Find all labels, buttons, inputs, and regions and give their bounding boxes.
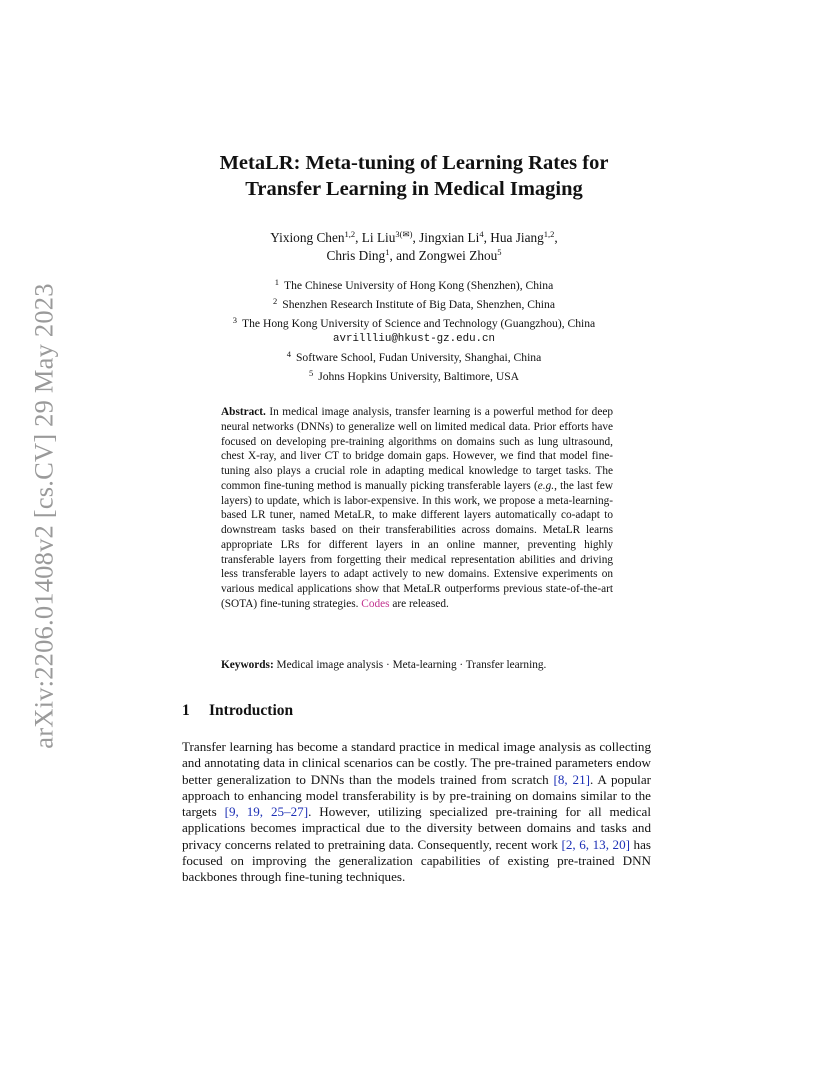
affiliation-item xyxy=(0,294,828,313)
author-affil-mark: 1,2 xyxy=(543,229,555,239)
author-name: Chris Ding xyxy=(326,248,386,263)
intro-text: has focused on improving the generalization capabilities of existing pre-trained DNN backbones through fine-tuning techniques. xyxy=(182,836,651,885)
affiliation-list xyxy=(0,275,828,385)
title-line-1: MetaLR: Meta-tuning of Learning Rates for xyxy=(219,152,609,174)
affiliation-item xyxy=(0,347,828,366)
affiliation-number: 4 xyxy=(286,349,291,360)
keywords-text: Medical image analysis · Meta-learning · Transfer learning. xyxy=(276,659,547,671)
section-title: Introduction xyxy=(209,702,294,719)
title-line-2: Transfer Learning in Medical Imaging xyxy=(245,178,583,200)
affiliation-number: 2 xyxy=(273,295,278,306)
contact-email-line xyxy=(0,331,828,347)
intro-text: . A popular approach to enhancing model transferability is by pre-training on domains similar to the targets xyxy=(182,771,651,820)
affiliation-number: 3 xyxy=(232,314,238,325)
author-name: Zongwei Zhou xyxy=(418,248,498,263)
citation-link[interactable]: [8, 21] xyxy=(553,771,590,787)
abstract-text: are released. xyxy=(389,597,449,610)
author-separator: , xyxy=(355,230,362,245)
paper-title xyxy=(0,150,828,202)
affiliation-text: Shenzhen Research Institute of Big Data, Shenzhen, China xyxy=(282,297,555,311)
section-number: 1 xyxy=(182,702,190,719)
keywords xyxy=(221,658,641,673)
author-name: Li Liu xyxy=(361,230,396,245)
codes-link[interactable]: Codes xyxy=(361,597,390,610)
intro-text: Transfer learning has become a standard practice in medical image analysis as collecting and annotating data in clinical scenarios can be costly. The pre-trained parameters endow better generalization to DNNs than the models trained from scratch xyxy=(182,739,651,787)
author-separator: , xyxy=(483,230,491,245)
author-separator: , and xyxy=(389,248,419,263)
abstract-text: , the last few layers) to update, which is labor-expensive. In this work, we propose a meta-learning-based LR tuner, named MetaLR, to make different layers automatically co-adapt to downstream tasks based on their transferabilities across domains. MetaLR learns appropriate LRs for different layers in an online manner, preventing highly transferable layers from forgetting their medical representation abilities and driving less transferable layers to adapt actively to new domains. Extensive experiments on various medical applications show that MetaLR outperforms previous state-of-the-art (SOTA) fine-tuning strategies. xyxy=(221,479,613,610)
author-line-2 xyxy=(0,247,828,265)
author-line-1: Yixiong Chen$^{1,2}$, Li Liu$^{3(✉)}$, Jingxian Li$^4$, Hua Jiang$^{1,2}$, xyxy=(270,229,558,245)
affiliation-text: The Hong Kong University of Science and Technology (Guangzhou), China xyxy=(242,316,596,330)
author-separator: , xyxy=(412,230,420,245)
affiliation-number: 5 xyxy=(308,367,314,378)
affiliation-item xyxy=(0,366,828,385)
affiliation-text: Software School, Fudan University, Shanghai, China xyxy=(295,351,542,365)
keywords-label: Keywords: xyxy=(221,659,274,671)
abstract-eg: e.g. xyxy=(537,479,555,492)
author-name: Hua Jiang xyxy=(490,230,544,245)
author-name: Yixiong Chen xyxy=(270,230,345,245)
citation-link[interactable]: [9, 19, 25–27] xyxy=(224,804,309,820)
author-affil-mark: 1,2 xyxy=(344,229,356,239)
affiliation-text: The Chinese University of Hong Kong (Shenzhen), China xyxy=(284,279,554,292)
abstract-label: Abstract. xyxy=(221,406,266,418)
author-affil-mark: 3(✉) xyxy=(395,229,413,239)
affiliation-item xyxy=(0,275,828,294)
abstract-text: In medical image analysis, transfer learning is a powerful method for deep neural networks (DNNs) to generalize well on limited medical data. Prior efforts have focused on developing pre-training algorithms on domains such as lung ultrasound, chest X-ray, and liver CT to bridge domain gaps. However, we find that model fine-tuning also plays a crucial role in adapting medical knowledge to target tasks. The common fine-tuning method is manually picking transferable layers ( xyxy=(221,406,613,492)
citation-link[interactable]: [2, 6, 13, 20] xyxy=(561,836,630,852)
author-affil-mark: 5 xyxy=(497,247,502,257)
intro-text: . However, utilizing specialized pre-training for all medical applications becomes impractical due to the diversity between domains and tasks and privacy concerns related to pretraining data. Consequently, recent work xyxy=(182,804,651,852)
arxiv-identifier: arXiv:2206.01408v2 [cs.CV] 29 May 2023 xyxy=(28,283,59,749)
author-list xyxy=(0,229,828,265)
author-affil-mark: 4 xyxy=(479,229,484,239)
contact-email: avrillliu@hkust-gz.edu.cn xyxy=(333,333,495,346)
author-affil-mark: 1 xyxy=(385,247,390,257)
affiliation-text: Johns Hopkins University, Baltimore, USA xyxy=(318,369,520,383)
abstract xyxy=(221,405,613,612)
affiliation-number: 1 xyxy=(274,277,280,287)
affiliation-item xyxy=(0,313,828,332)
author-name: Jingxian Li xyxy=(419,230,480,245)
section-heading-introduction xyxy=(182,702,293,720)
introduction-paragraph xyxy=(182,739,651,886)
